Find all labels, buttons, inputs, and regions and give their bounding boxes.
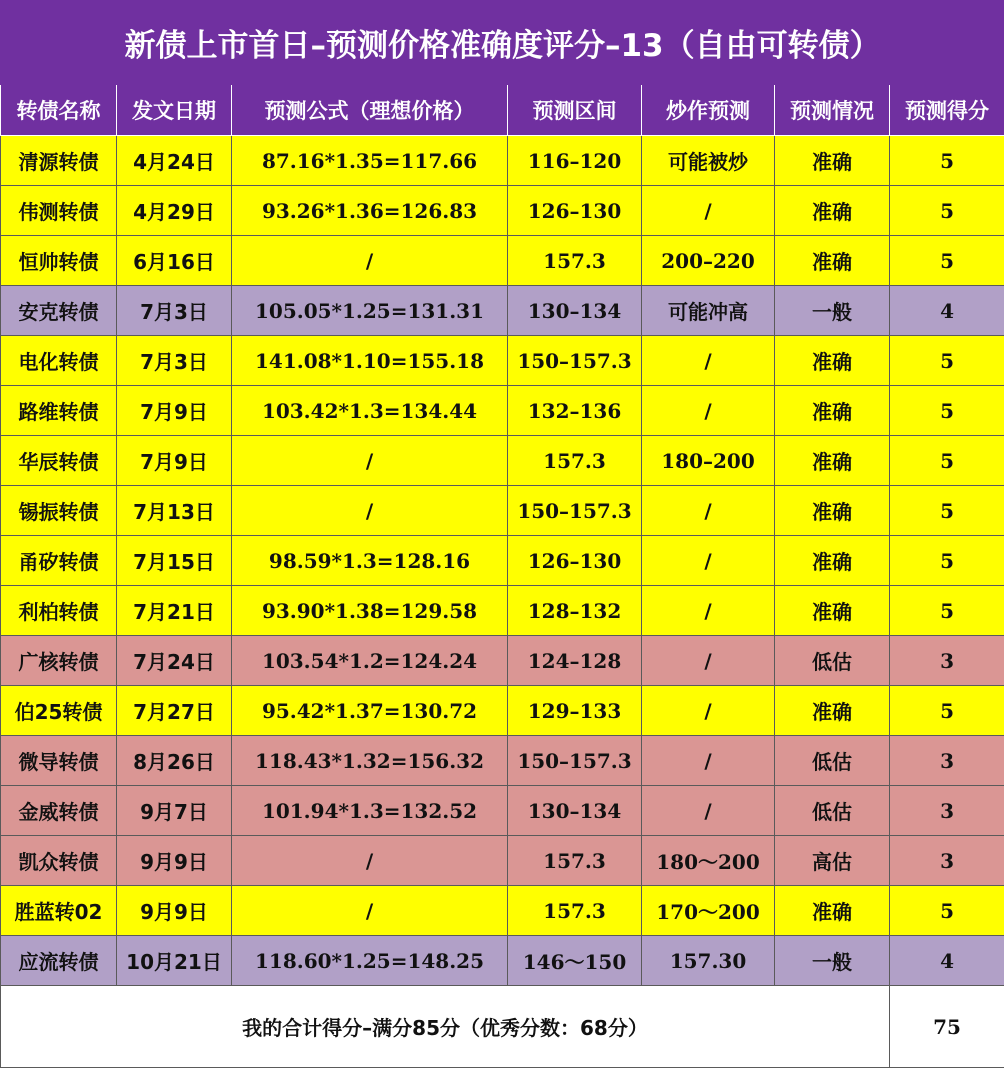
title-row bbox=[1, 1, 1004, 85]
bond-name-cell: 华辰转债 bbox=[1, 436, 117, 486]
formula-cell: / bbox=[232, 836, 508, 886]
header-row bbox=[1, 85, 1004, 136]
column-header-score: 预测得分 bbox=[890, 85, 1004, 136]
hype-forecast-cell: / bbox=[642, 486, 775, 536]
bond-name-cell: 甬矽转债 bbox=[1, 536, 117, 586]
formula-cell: / bbox=[232, 886, 508, 936]
predicted-range-cell: 146～150 bbox=[508, 936, 642, 986]
formula-cell: / bbox=[232, 436, 508, 486]
formula-cell: / bbox=[232, 236, 508, 286]
formula-cell: 93.90*1.38=129.58 bbox=[232, 586, 508, 636]
prediction-status-cell: 一般 bbox=[775, 286, 890, 336]
bond-name-cell: 伟测转债 bbox=[1, 186, 117, 236]
hype-forecast-cell: / bbox=[642, 786, 775, 836]
publish-date-cell: 7月21日 bbox=[117, 586, 232, 636]
formula-cell: 103.42*1.3=134.44 bbox=[232, 386, 508, 436]
publish-date-cell: 7月13日 bbox=[117, 486, 232, 536]
column-header-name: 转债名称 bbox=[1, 85, 117, 136]
predicted-range-cell: 150–157.3 bbox=[508, 736, 642, 786]
table-row bbox=[1, 586, 1004, 636]
bond-name-cell: 电化转债 bbox=[1, 336, 117, 386]
prediction-score-cell: 4 bbox=[890, 936, 1004, 986]
prediction-score-cell: 5 bbox=[890, 236, 1004, 286]
prediction-status-cell: 准确 bbox=[775, 886, 890, 936]
prediction-score-cell: 4 bbox=[890, 286, 1004, 336]
bond-name-cell: 金威转债 bbox=[1, 786, 117, 836]
prediction-score-cell: 5 bbox=[890, 686, 1004, 736]
hype-forecast-cell: / bbox=[642, 186, 775, 236]
column-header-date: 发文日期 bbox=[117, 85, 232, 136]
prediction-score-cell: 5 bbox=[890, 436, 1004, 486]
prediction-score-cell: 5 bbox=[890, 186, 1004, 236]
prediction-status-cell: 准确 bbox=[775, 336, 890, 386]
publish-date-cell: 9月7日 bbox=[117, 786, 232, 836]
hype-forecast-cell: / bbox=[642, 636, 775, 686]
publish-date-cell: 8月26日 bbox=[117, 736, 232, 786]
table-row bbox=[1, 936, 1004, 986]
bond-name-cell: 伯25转债 bbox=[1, 686, 117, 736]
publish-date-cell: 7月3日 bbox=[117, 336, 232, 386]
prediction-status-cell: 准确 bbox=[775, 536, 890, 586]
prediction-status-cell: 准确 bbox=[775, 136, 890, 186]
hype-forecast-cell: / bbox=[642, 386, 775, 436]
predicted-range-cell: 130–134 bbox=[508, 286, 642, 336]
predicted-range-cell: 130–134 bbox=[508, 786, 642, 836]
table-row bbox=[1, 136, 1004, 186]
table-row bbox=[1, 436, 1004, 486]
bond-name-cell: 锡振转债 bbox=[1, 486, 117, 536]
formula-cell: 98.59*1.3=128.16 bbox=[232, 536, 508, 586]
bond-name-cell: 安克转债 bbox=[1, 286, 117, 336]
prediction-status-cell: 准确 bbox=[775, 186, 890, 236]
column-header-formula: 预测公式（理想价格） bbox=[232, 85, 508, 136]
prediction-score-cell: 5 bbox=[890, 486, 1004, 536]
hype-forecast-cell: 180–200 bbox=[642, 436, 775, 486]
publish-date-cell: 7月15日 bbox=[117, 536, 232, 586]
prediction-score-cell: 3 bbox=[890, 836, 1004, 886]
prediction-score-cell: 5 bbox=[890, 586, 1004, 636]
prediction-status-cell: 准确 bbox=[775, 486, 890, 536]
formula-cell: 141.08*1.10=155.18 bbox=[232, 336, 508, 386]
hype-forecast-cell: / bbox=[642, 336, 775, 386]
prediction-status-cell: 准确 bbox=[775, 586, 890, 636]
table-row bbox=[1, 536, 1004, 586]
prediction-score-cell: 3 bbox=[890, 786, 1004, 836]
hype-forecast-cell: 可能冲高 bbox=[642, 286, 775, 336]
table-row bbox=[1, 736, 1004, 786]
predicted-range-cell: 150–157.3 bbox=[508, 336, 642, 386]
predicted-range-cell: 157.3 bbox=[508, 436, 642, 486]
publish-date-cell: 7月9日 bbox=[117, 386, 232, 436]
publish-date-cell: 6月16日 bbox=[117, 236, 232, 286]
prediction-status-cell: 低估 bbox=[775, 636, 890, 686]
table-row bbox=[1, 186, 1004, 236]
table-row bbox=[1, 886, 1004, 936]
publish-date-cell: 9月9日 bbox=[117, 886, 232, 936]
prediction-score-cell: 5 bbox=[890, 136, 1004, 186]
prediction-status-cell: 一般 bbox=[775, 936, 890, 986]
publish-date-cell: 4月29日 bbox=[117, 186, 232, 236]
hype-forecast-cell: / bbox=[642, 536, 775, 586]
publish-date-cell: 7月3日 bbox=[117, 286, 232, 336]
bond-name-cell: 清源转债 bbox=[1, 136, 117, 186]
prediction-status-cell: 准确 bbox=[775, 386, 890, 436]
formula-cell: / bbox=[232, 486, 508, 536]
column-header-hype: 炒作预测 bbox=[642, 85, 775, 136]
prediction-score-cell: 5 bbox=[890, 336, 1004, 386]
table-row bbox=[1, 786, 1004, 836]
bond-name-cell: 广核转债 bbox=[1, 636, 117, 686]
column-header-status: 预测情况 bbox=[775, 85, 890, 136]
hype-forecast-cell: 170～200 bbox=[642, 886, 775, 936]
formula-cell: 95.42*1.37=130.72 bbox=[232, 686, 508, 736]
predicted-range-cell: 150–157.3 bbox=[508, 486, 642, 536]
table-row bbox=[1, 686, 1004, 736]
table-row bbox=[1, 236, 1004, 286]
bond-name-cell: 凯众转债 bbox=[1, 836, 117, 886]
predicted-range-cell: 157.3 bbox=[508, 886, 642, 936]
publish-date-cell: 7月27日 bbox=[117, 686, 232, 736]
publish-date-cell: 4月24日 bbox=[117, 136, 232, 186]
column-header-range: 预测区间 bbox=[508, 85, 642, 136]
bond-name-cell: 路维转债 bbox=[1, 386, 117, 436]
bond-name-cell: 利柏转债 bbox=[1, 586, 117, 636]
formula-cell: 105.05*1.25=131.31 bbox=[232, 286, 508, 336]
publish-date-cell: 7月9日 bbox=[117, 436, 232, 486]
bond-name-cell: 恒帅转债 bbox=[1, 236, 117, 286]
predicted-range-cell: 129–133 bbox=[508, 686, 642, 736]
total-score: 75 bbox=[890, 986, 1004, 1068]
publish-date-cell: 7月24日 bbox=[117, 636, 232, 686]
total-label: 我的合计得分–满分85分（优秀分数：68分） bbox=[1, 986, 890, 1068]
prediction-status-cell: 高估 bbox=[775, 836, 890, 886]
prediction-score-cell: 3 bbox=[890, 736, 1004, 786]
formula-cell: 87.16*1.35=117.66 bbox=[232, 136, 508, 186]
table-row bbox=[1, 286, 1004, 336]
prediction-status-cell: 准确 bbox=[775, 686, 890, 736]
predicted-range-cell: 157.3 bbox=[508, 836, 642, 886]
total-row bbox=[1, 986, 1004, 1068]
prediction-score-cell: 3 bbox=[890, 636, 1004, 686]
prediction-score-cell: 5 bbox=[890, 386, 1004, 436]
prediction-status-cell: 准确 bbox=[775, 436, 890, 486]
prediction-status-cell: 低估 bbox=[775, 786, 890, 836]
formula-cell: 118.60*1.25=148.25 bbox=[232, 936, 508, 986]
bond-name-cell: 应流转债 bbox=[1, 936, 117, 986]
predicted-range-cell: 132–136 bbox=[508, 386, 642, 436]
prediction-score-cell: 5 bbox=[890, 886, 1004, 936]
predicted-range-cell: 157.3 bbox=[508, 236, 642, 286]
table-row bbox=[1, 636, 1004, 686]
bond-name-cell: 胜蓝转02 bbox=[1, 886, 117, 936]
hype-forecast-cell: / bbox=[642, 686, 775, 736]
table-row bbox=[1, 336, 1004, 386]
bond-name-cell: 微导转债 bbox=[1, 736, 117, 786]
hype-forecast-cell: 157.30 bbox=[642, 936, 775, 986]
predicted-range-cell: 126–130 bbox=[508, 186, 642, 236]
formula-cell: 101.94*1.3=132.52 bbox=[232, 786, 508, 836]
formula-cell: 118.43*1.32=156.32 bbox=[232, 736, 508, 786]
prediction-status-cell: 准确 bbox=[775, 236, 890, 286]
formula-cell: 103.54*1.2=124.24 bbox=[232, 636, 508, 686]
publish-date-cell: 10月21日 bbox=[117, 936, 232, 986]
table-row bbox=[1, 836, 1004, 886]
hype-forecast-cell: / bbox=[642, 736, 775, 786]
hype-forecast-cell: 可能被炒 bbox=[642, 136, 775, 186]
prediction-status-cell: 低估 bbox=[775, 736, 890, 786]
predicted-range-cell: 128–132 bbox=[508, 586, 642, 636]
predicted-range-cell: 126–130 bbox=[508, 536, 642, 586]
hype-forecast-cell: 200–220 bbox=[642, 236, 775, 286]
formula-cell: 93.26*1.36=126.83 bbox=[232, 186, 508, 236]
predicted-range-cell: 116–120 bbox=[508, 136, 642, 186]
table-row bbox=[1, 486, 1004, 536]
page-title: 新债上市首日–预测价格准确度评分–13（自由可转债） bbox=[1, 1, 1004, 85]
predicted-range-cell: 124–128 bbox=[508, 636, 642, 686]
prediction-score-cell: 5 bbox=[890, 536, 1004, 586]
hype-forecast-cell: 180～200 bbox=[642, 836, 775, 886]
publish-date-cell: 9月9日 bbox=[117, 836, 232, 886]
hype-forecast-cell: / bbox=[642, 586, 775, 636]
table-row bbox=[1, 386, 1004, 436]
